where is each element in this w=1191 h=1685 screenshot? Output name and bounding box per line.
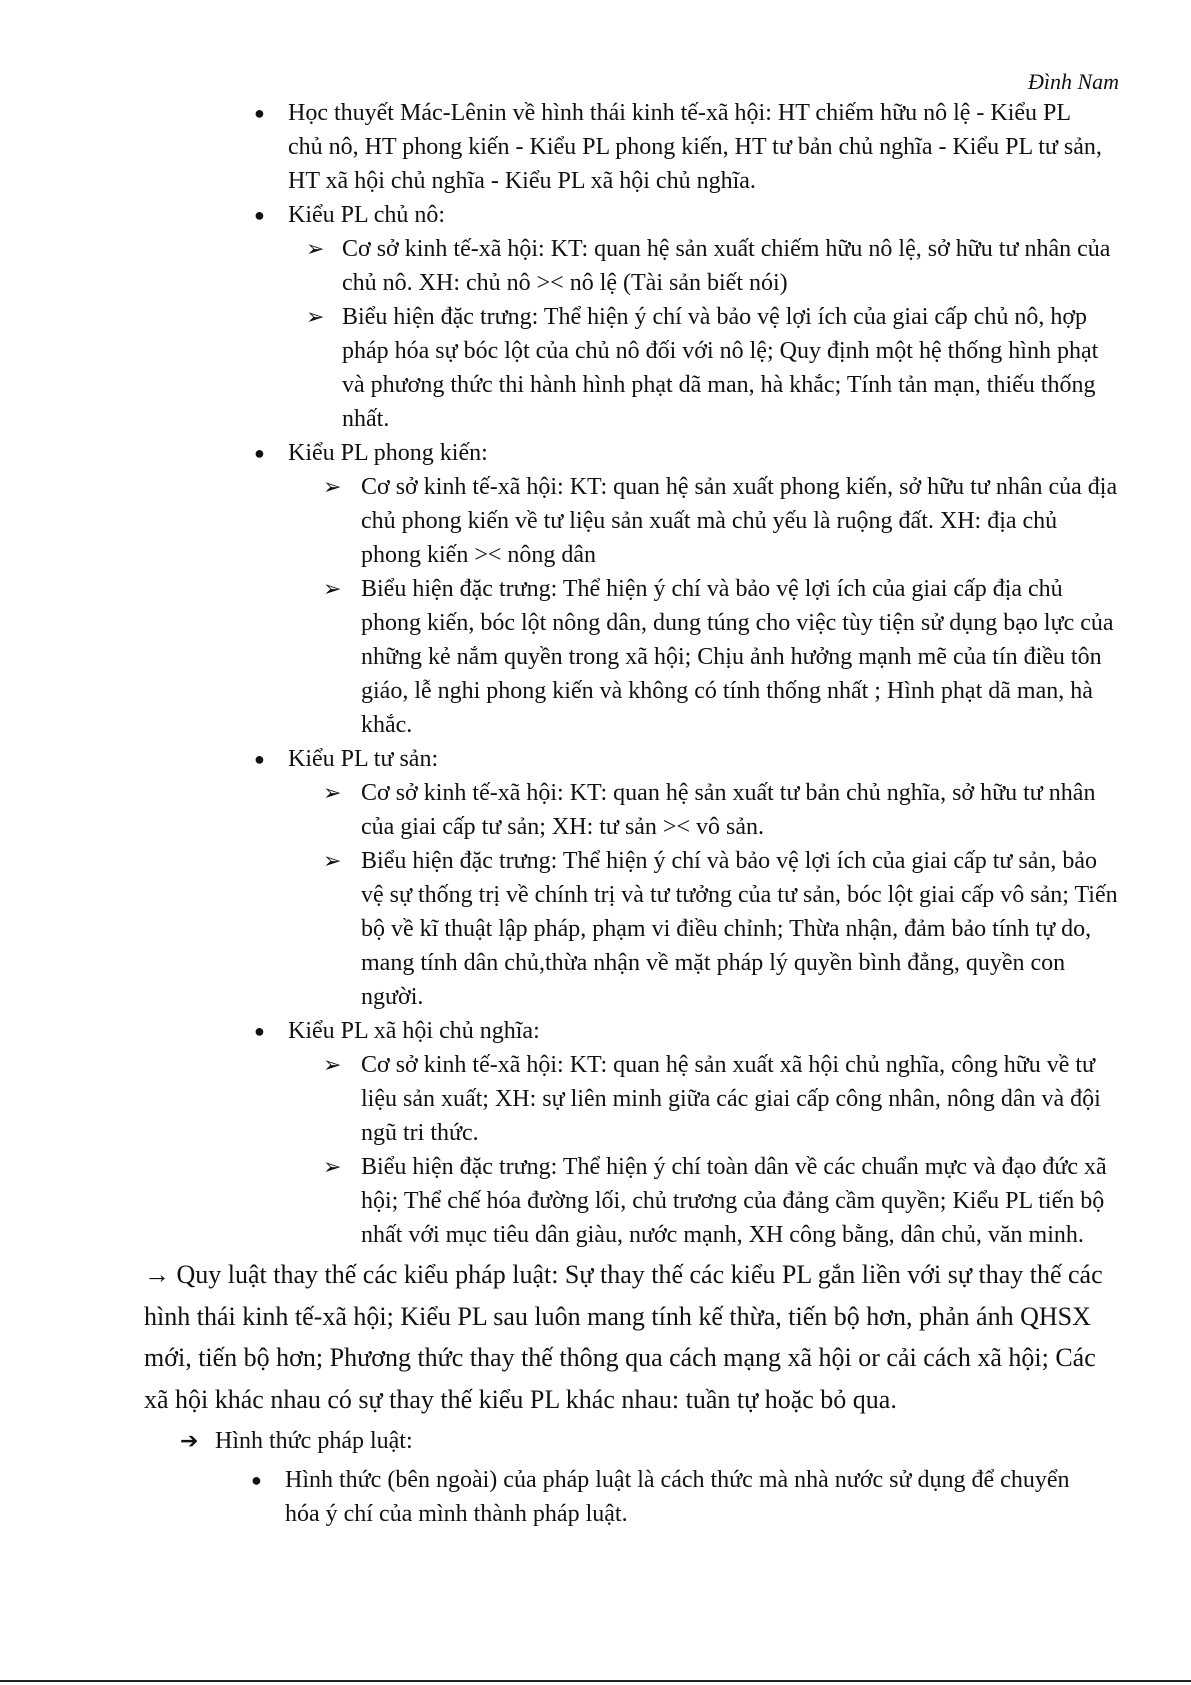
sub-list-item	[0, 572, 1121, 742]
sub-list-item-text: Cơ sở kinh tế-xã hội: KT: quan hệ sản xuất tư bản chủ nghĩa, sở hữu tư nhân của giai cấp tư sản; XH: tư sản >< vô sản.	[361, 780, 1096, 840]
bullet-icon: ●	[254, 443, 265, 463]
list-item	[0, 1014, 1108, 1048]
section-heading	[0, 1424, 1095, 1458]
sub-list-item-text: Cơ sở kinh tế-xã hội: KT: quan hệ sản xuất chiếm hữu nô lệ, sở hữu tư nhân của chủ nô. XH: chủ nô >< nô lệ (Tài sản biết nói)	[342, 236, 1111, 296]
page-header-author: Đình Nam	[1027, 69, 1119, 94]
arrowhead-icon: ➢	[323, 848, 342, 873]
list-item-text: Kiểu PL tư sản:	[288, 746, 439, 772]
sub-list-item-text: Biểu hiện đặc trưng: Thể hiện ý chí và bảo vệ lợi ích của giai cấp địa chủ phong kiến, bóc lột nông dân, dung túng cho việc tùy tiện sử dụng bạo lực của những kẻ nắm quyền trong xã hội; Chịu ảnh hưởng mạnh mẽ của tín điều tôn giáo, lễ nghi phong kiến và không có tính thống nhất ; Hình phạt dã man, hà khắc.	[361, 576, 1114, 738]
sub-list-item	[0, 232, 1112, 300]
sub-list-item-text: Biểu hiện đặc trưng: Thể hiện ý chí toàn dân về các chuẩn mực và đạo đức xã hội; Thể chế hóa đường lối, chủ trương của đảng cầm quyền; Kiểu PL tiến bộ nhất với mục tiêu dân giàu, nước mạnh, XH công bằng, dân chủ, văn minh.	[361, 1154, 1107, 1248]
arrowhead-icon: ➢	[323, 780, 342, 805]
arrowhead-icon: ➢	[323, 1154, 342, 1179]
sub-list-item	[0, 1150, 1121, 1252]
arrowhead-icon: ➢	[323, 1052, 342, 1077]
sub-list-item	[0, 300, 1112, 436]
conclusion-paragraph: → Quy luật thay thế các kiểu pháp luật: Sự thay thế các kiểu PL gắn liền với sự thay thế các hình thái kinh tế-xã hội; Kiểu PL sau luôn mang tính kế thừa, tiến bộ hơn, phản ánh QHSX mới, tiến bộ hơn; Phương thức thay thế thông qua cách mạng xã hội or cải cách xã hội; Các xã hội khác nhau có sự thay thế kiểu PL khác nhau: tuần tự hoặc bỏ qua.	[144, 1260, 1103, 1414]
list-item	[0, 436, 1108, 470]
sub-list-item	[0, 470, 1121, 572]
sub-list-item-text: Cơ sở kinh tế-xã hội: KT: quan hệ sản xuất xã hội chủ nghĩa, công hữu về tư liệu sản xuất; XH: sự liên minh giữa các giai cấp công nhân, nông dân và đội ngũ tri thức.	[361, 1052, 1101, 1146]
sub-list-item-text: Cơ sở kinh tế-xã hội: KT: quan hệ sản xuất phong kiến, sở hữu tư nhân của địa chủ phong kiến về tư liệu sản xuất mà chủ yếu là ruộng đất. XH: địa chủ phong kiến >< nông dân	[361, 474, 1118, 568]
bullet-icon: ●	[254, 205, 265, 225]
arrowhead-icon: ➢	[323, 474, 342, 499]
list-item	[0, 96, 1108, 198]
sub-list-item-text: Biểu hiện đặc trưng: Thể hiện ý chí và bảo vệ lợi ích của giai cấp tư sản, bảo vệ sự thống trị về chính trị và tư tưởng của tư sản, bóc lột giai cấp vô sản; Tiến bộ về kĩ thuật lập pháp, phạm vi điều chỉnh; Thừa nhận, đảm bảo tính tự do, mang tính dân chủ,thừa nhận về mặt pháp lý quyền bình đẳng, quyền con người.	[361, 848, 1118, 1010]
bullet-icon: ●	[254, 1021, 265, 1041]
arrowhead-icon: ➢	[323, 576, 342, 601]
arrowhead-icon: ➢	[306, 236, 325, 261]
arrowhead-icon: ➢	[306, 304, 325, 329]
bullet-icon: ●	[254, 749, 265, 769]
list-item	[0, 1463, 1085, 1531]
list-item-text: Hình thức (bên ngoài) của pháp luật là cách thức mà nhà nước sử dụng để chuyển hóa ý chí của mình thành pháp luật.	[285, 1467, 1070, 1528]
sub-list-item	[0, 776, 1121, 844]
bullet-icon: ●	[251, 1470, 262, 1491]
bullet-icon: ●	[254, 103, 265, 123]
list-item	[0, 198, 1108, 232]
list-item-text: Kiểu PL xã hội chủ nghĩa:	[288, 1018, 540, 1044]
list-item-text: Kiểu PL phong kiến:	[288, 440, 488, 466]
list-item-text: Học thuyết Mác-Lênin về hình thái kinh tế-xã hội: HT chiếm hữu nô lệ - Kiểu PL chủ nô, HT phong kiến - Kiểu PL phong kiến, HT tư bản chủ nghĩa - Kiểu PL tư sản, HT xã hội chủ nghĩa - Kiểu PL xã hội chủ nghĩa.	[288, 100, 1102, 194]
page-content	[0, 96, 1191, 1531]
section-heading-text: Hình thức pháp luật:	[215, 1428, 413, 1455]
list-item-text: Kiểu PL chủ nô:	[288, 202, 446, 228]
page-bottom-rule	[0, 1680, 1191, 1682]
list-item	[0, 742, 1108, 776]
sub-list-item	[0, 844, 1121, 1014]
sub-list-item	[0, 1048, 1121, 1150]
right-arrow-icon: ➔	[180, 1428, 199, 1454]
sub-list-item-text: Biểu hiện đặc trưng: Thể hiện ý chí và bảo vệ lợi ích của giai cấp chủ nô, hợp pháp hóa sự bóc lột của chủ nô đối với nô lệ; Quy định một hệ thống hình phạt và phương thức thi hành hình phạt dã man, hà khắc; Tính tản mạn, thiếu thống nhất.	[342, 304, 1099, 432]
